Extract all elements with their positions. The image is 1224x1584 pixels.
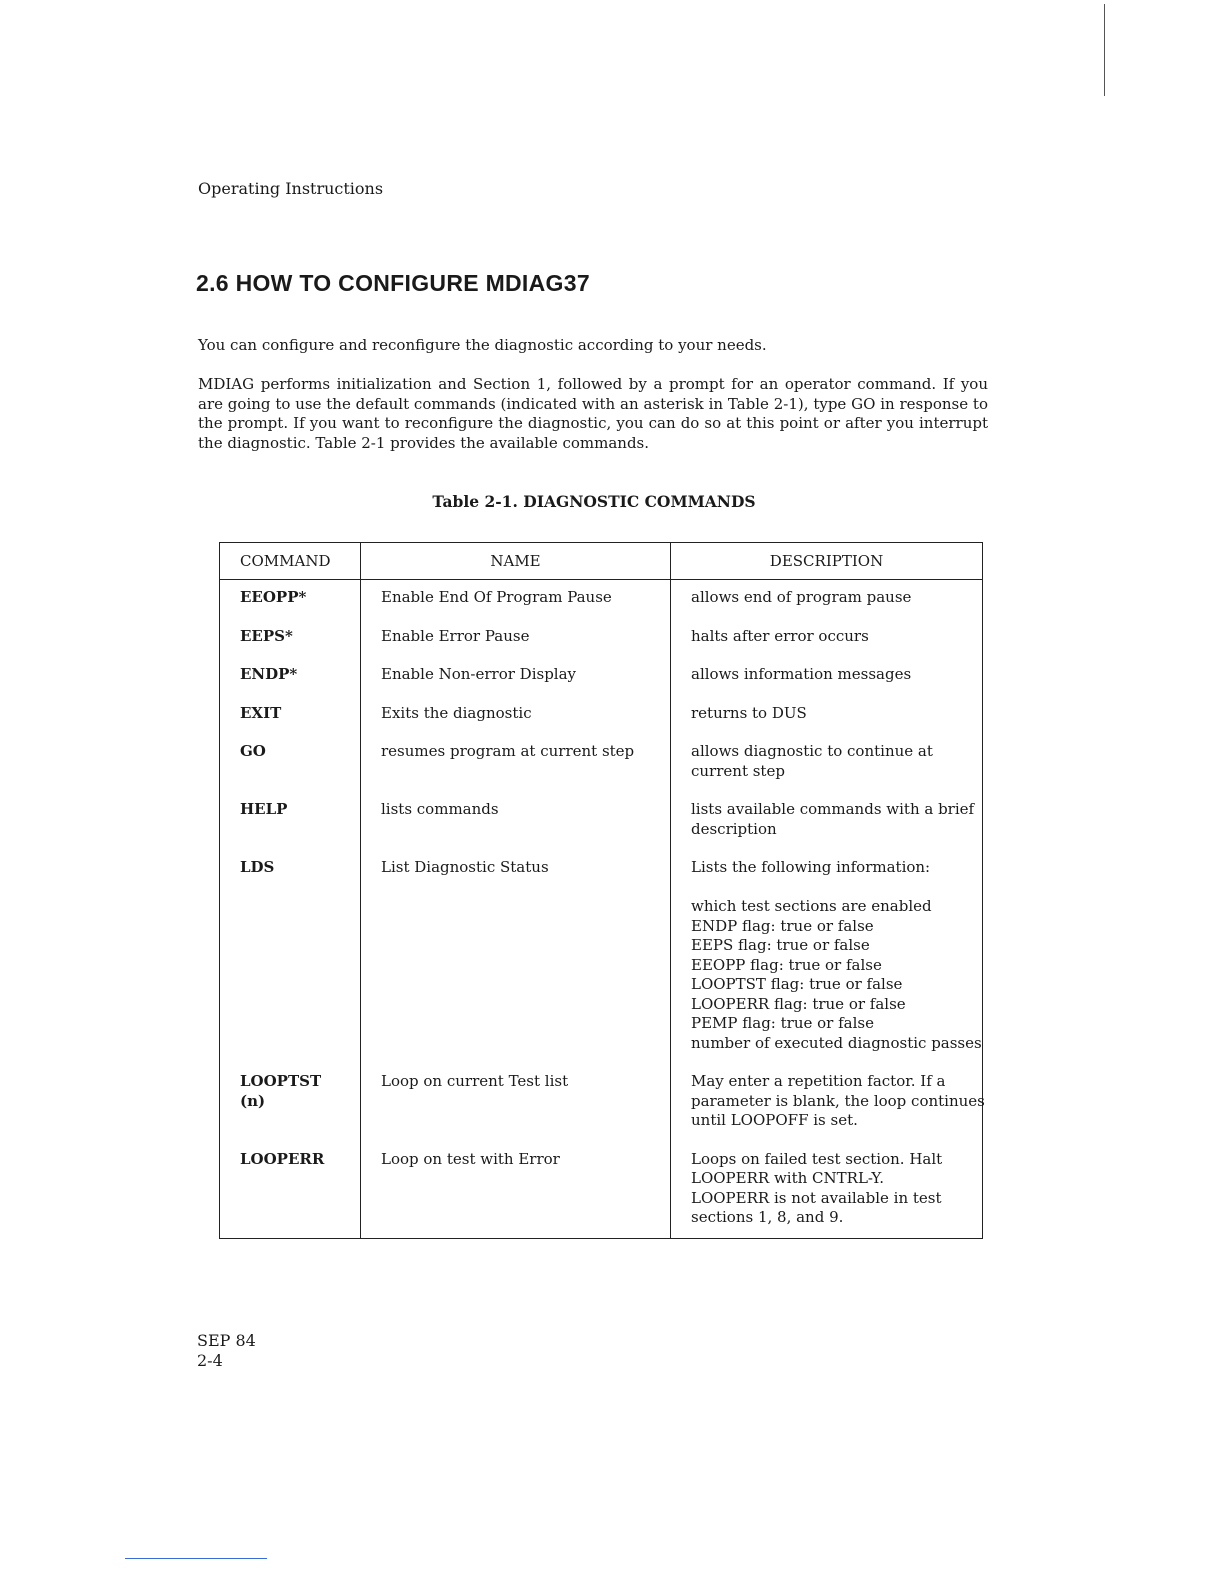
- description-line: allows diagnostic to continue at: [691, 742, 933, 760]
- command-cell: EXIT: [220, 695, 361, 734]
- description-line: halts after error occurs: [691, 626, 869, 645]
- name-cell: List Diagnostic Status: [361, 849, 671, 1063]
- description-line: PEMP flag: true or false: [691, 1014, 874, 1032]
- description-line: allows end of program pause: [691, 588, 912, 606]
- description-cell: [671, 1063, 983, 1141]
- command-cell: ENDP*: [220, 656, 361, 695]
- footer-page-number: 2-4: [197, 1351, 223, 1370]
- description-line: May enter a repetition factor. If a: [691, 1072, 946, 1090]
- margin-change-bar: [1104, 4, 1105, 96]
- description-cell: [671, 656, 983, 695]
- running-header: Operating Instructions: [198, 179, 384, 198]
- table-row: [220, 695, 983, 734]
- description-line: ENDP flag: true or false: [691, 916, 874, 935]
- description-line: returns to DUS: [691, 703, 807, 722]
- command-cell: EEOPP*: [220, 580, 361, 618]
- column-header-name: NAME: [361, 543, 671, 580]
- description-cell: [671, 580, 983, 618]
- description-line: sections 1, 8, and 9.: [691, 1208, 844, 1226]
- column-header-command: COMMAND: [220, 543, 361, 580]
- description-cell: [671, 618, 983, 657]
- table-caption: Table 2-1. DIAGNOSTIC COMMANDS: [432, 492, 756, 511]
- page-footer: [197, 1331, 256, 1371]
- description-line: LOOPERR flag: true or false: [691, 994, 906, 1013]
- description-cell: [671, 695, 983, 734]
- description-line: number of executed diagnostic passes: [691, 1033, 982, 1052]
- footer-date: SEP 84: [197, 1331, 256, 1350]
- command-cell: LOOPTST (n): [220, 1063, 361, 1141]
- table-header-row: [220, 543, 983, 580]
- description-line: current step: [691, 761, 785, 780]
- description-line: LOOPERR is not available in test: [691, 1188, 942, 1207]
- description-line: LOOPERR with CNTRL-Y.: [691, 1169, 885, 1187]
- command-cell: LDS: [220, 849, 361, 1063]
- diagnostic-commands-table: [219, 542, 983, 1239]
- description-cell: [671, 791, 983, 849]
- description-cell: [671, 1141, 983, 1239]
- bottom-rule: [125, 1558, 267, 1559]
- command-cell: HELP: [220, 791, 361, 849]
- config-paragraph: MDIAG performs initialization and Section 1, followed by a prompt for an operator command. If you are going to use the default commands (indicated with an asterisk in Table 2-1), type GO in response to the prompt. If you want to reconfigure the diagnostic, you can do so at this point or after you interrupt the diagnostic. Table 2-1 provides the available commands.: [198, 375, 988, 452]
- table-row: [220, 1063, 983, 1141]
- table-row: [220, 791, 983, 849]
- name-cell: resumes program at current step: [361, 733, 671, 791]
- description-line: until LOOPOFF is set.: [691, 1111, 858, 1129]
- table-row: [220, 733, 983, 791]
- name-cell: Enable Non-error Display: [361, 656, 671, 695]
- column-header-description: DESCRIPTION: [671, 543, 983, 580]
- table-row: [220, 580, 983, 618]
- description-line: LOOPTST flag: true or false: [691, 975, 903, 993]
- table-row: [220, 849, 983, 1063]
- description-line: Loops on failed test section. Halt: [691, 1149, 943, 1168]
- name-cell: Enable Error Pause: [361, 618, 671, 657]
- description-line: EEPS flag: true or false: [691, 936, 870, 954]
- name-cell: Enable End Of Program Pause: [361, 580, 671, 618]
- description-line: description: [691, 819, 777, 838]
- intro-paragraph: You can configure and reconfigure the diagnostic according to your needs.: [198, 336, 767, 354]
- description-cell: [671, 733, 983, 791]
- name-cell: Loop on current Test list: [361, 1063, 671, 1141]
- command-cell: EEPS*: [220, 618, 361, 657]
- command-cell: LOOPERR: [220, 1141, 361, 1239]
- description-line: EEOPP flag: true or false: [691, 955, 882, 974]
- name-cell: Exits the diagnostic: [361, 695, 671, 734]
- description-line: which test sections are enabled: [691, 897, 932, 915]
- description-line: parameter is blank, the loop continues: [691, 1091, 985, 1110]
- section-heading: 2.6 HOW TO CONFIGURE MDIAG37: [196, 270, 590, 296]
- name-cell: Loop on test with Error: [361, 1141, 671, 1239]
- command-cell: GO: [220, 733, 361, 791]
- description-spacer: [691, 878, 962, 898]
- description-line: allows information messages: [691, 665, 912, 683]
- description-cell: [671, 849, 983, 1063]
- table-row: [220, 1141, 983, 1239]
- description-line: lists available commands with a brief: [691, 800, 975, 818]
- description-line: Lists the following information:: [691, 858, 931, 876]
- table-row: [220, 618, 983, 657]
- name-cell: lists commands: [361, 791, 671, 849]
- table-row: [220, 656, 983, 695]
